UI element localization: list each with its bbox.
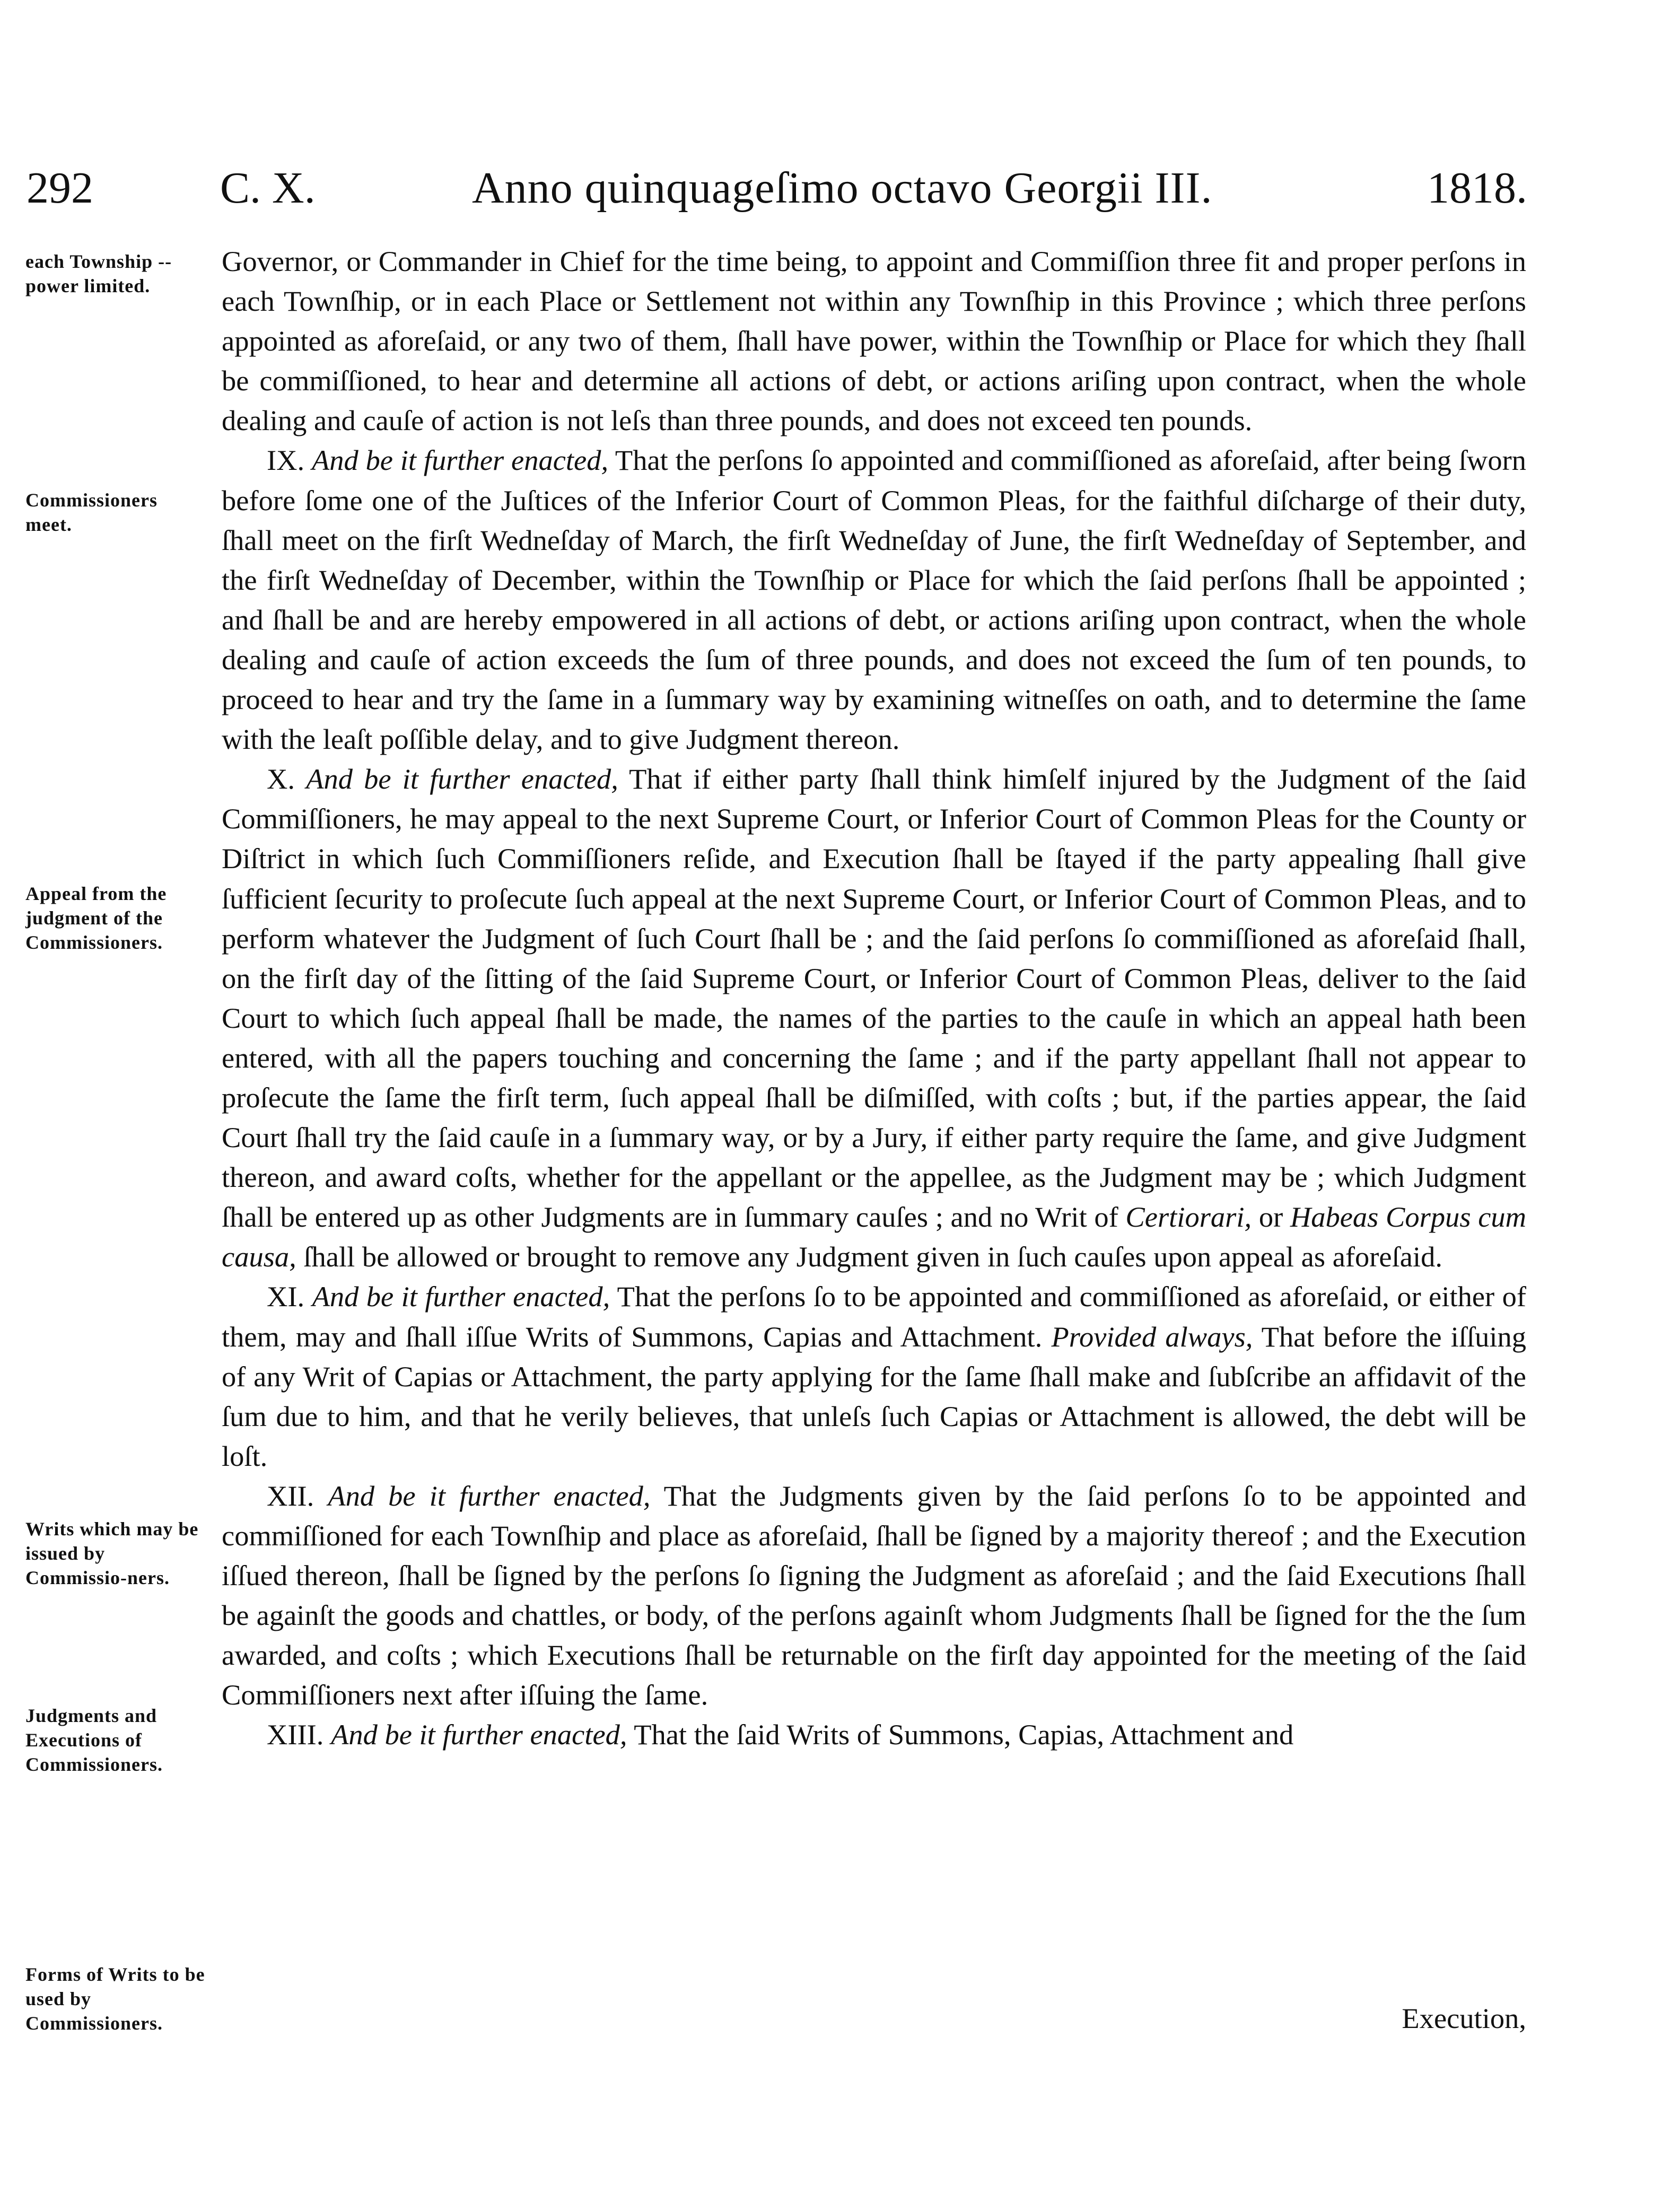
catchword: Execution,: [1402, 2002, 1526, 2034]
section-x: [222, 759, 1526, 1277]
section-ix: [222, 440, 1526, 759]
section-number: IX.: [267, 444, 305, 477]
italic-term-habeas-corpus: Habeas Corpus cum causa,: [222, 1201, 1527, 1273]
body-text: [222, 241, 1526, 1755]
page-number: 292: [27, 163, 93, 213]
paragraph-text: That the perſons ſo appointed and commiſſioned as aforeſaid, after being ſworn before ſome one of the Juſtices of the Inferior Court of Common Pleas, for the faithful diſcharge of their duty, ſhall meet on the firſt Wedneſday of March, the firſt Wedneſday of June, the firſt Wedneſday of September, and the firſt Wedneſday of December, within the Townſhip or Place for which the ſaid perſons ſhall be appointed ; and ſhall be and are hereby empowered in all actions of debt, or actions ariſing upon contract, when the whole dealing and cauſe of action exceeds the ſum of three pounds, and does not exceed the ſum of ten pounds, to proceed to hear and try the ſame in a ſummary way by examining witneſſes on oath, and to determine the ſame with the leaſt poſſible delay, and to give Judgment thereon.: [222, 444, 1526, 756]
paragraph-text: That the ſaid Writs of Summons, Capias, Attachment and: [634, 1718, 1294, 1751]
enacting-clause: And be it further enacted,: [311, 444, 609, 477]
paragraph-text: That before the iſſuing of any Writ of Capias or Attachment, the party applying for the ſame ſhall make and ſubſcribe an affidavit of the ſum due to him, and that he verily believes, that unleſs ſuch Capias or Attachment is allowed, the debt will be loſt.: [222, 1320, 1527, 1472]
enacting-clause: And be it further enacted,: [328, 1479, 651, 1512]
running-header: [27, 162, 1527, 220]
margin-note-writs: Writs which may be issued by Commissio-ners.: [25, 1518, 199, 1588]
margin-note-forms-of-writs: Forms of Writs to be used by Commissioners.: [25, 1964, 205, 2034]
margin-note-commissioners-meet: Commissioners meet.: [25, 489, 158, 535]
enacting-clause: And be it further enacted,: [331, 1718, 627, 1751]
paragraph-text: That the Judgments given by the ſaid perſons ſo to be appointed and commiſſioned for each Townſhip and place as aforeſaid, ſhall be ſigned by a majority thereof ; and the Execution iſſued thereon, ſhall be ſigned by the perſons ſo ſigning the Judgment as aforeſaid ; and the ſaid Executions ſhall be againſt the goods and chattles, or body, of the perſons againſt whom Judgments ſhall be ſigned for the the ſum awarded, and coſts ; which Executions ſhall be returnable on the firſt day appointed for the meeting of the ſaid Commiſſioners next after iſſuing the ſame.: [222, 1479, 1527, 1711]
header-year: 1818.: [1427, 163, 1527, 213]
enacting-clause: And be it further enacted,: [306, 763, 618, 795]
chapter-number: C. X.: [220, 163, 316, 213]
running-title: Anno quinquageſimo octavo Georgii III.: [472, 163, 1213, 213]
section-xii: [222, 1476, 1526, 1715]
margin-note-judgments: Judgments and Executions of Commissioners.: [25, 1705, 163, 1775]
section-number: XIII.: [267, 1718, 324, 1751]
paragraph-text: ſhall be allowed or brought to remove any Judgment given in ſuch cauſes upon appeal as aforeſaid.: [303, 1240, 1442, 1273]
section-number: XII.: [267, 1479, 314, 1512]
section-xi: [222, 1277, 1526, 1475]
paragraph-text: That the perſons ſo to be appointed and commiſſioned as aforeſaid, or either of them, may and ſhall iſſue Writs of Summons, Capias and Attachment.: [222, 1280, 1527, 1353]
paragraph-text: Governor, or Commander in Chief for the time being, to appoint and Commiſſion three fit and proper perſons in each Townſhip, or in each Place or Settlement not within any Townſhip in this Province ; which three perſons appointed as aforeſaid, or any two of them, ſhall have power, within the Townſhip or Place for which they ſhall be commiſſioned, to hear and determine all actions of debt, or actions ariſing upon contract, when the whole dealing and cauſe of action is not leſs than three pounds, and does not exceed ten pounds.: [222, 245, 1526, 437]
paragraph-continued: [222, 241, 1526, 440]
enacting-clause: And be it further enacted,: [312, 1280, 610, 1313]
proviso-clause: Provided always,: [1051, 1320, 1253, 1353]
paragraph-text: That if either party ſhall think himſelf injured by the Judgment of the ſaid Commiſſioners, he may appeal to the next Supreme Court, or Inferior Court of Common Pleas for the County or Diſtrict in which ſuch Commiſſioners reſide, and Execution ſhall be ſtayed if the party appealing ſhall give ſufficient ſecurity to proſecute ſuch appeal at the next Supreme Court, or Inferior Court of Common Pleas, and to perform whatever the Judgment of ſuch Court ſhall be ; and the ſaid perſons ſo commiſſioned as aforeſaid ſhall, on the firſt day of the ſitting of the ſaid Supreme Court, or Inferior Court of Common Pleas, deliver to the ſaid Court to which ſuch appeal ſhall be made, the names of the parties to the cauſe in which an appeal hath been entered, with all the papers touching and concerning the ſame ; and if the party appellant ſhall not appear to proſecute the ſame the firſt term, ſuch appeal ſhall be diſmiſſed, with coſts ; but, if the parties appear, the ſaid Court ſhall try the ſaid cauſe in a ſummary way, or by a Jury, if either party require the ſame, and give Judgment thereon, and award coſts, whether for the appellant or the appellee, as the Judgment may be ; which Judgment ſhall be entered up as other Judgments are in ſummary cauſes ; and no Writ of: [222, 763, 1527, 1234]
margin-note-appeal: Appeal from the judgment of the Commissioners.: [25, 883, 167, 953]
margin-note-township: each Township --power limited.: [25, 251, 172, 296]
section-number: XI.: [267, 1280, 305, 1313]
section-xiii: [222, 1715, 1526, 1754]
paragraph-text: or: [1258, 1201, 1283, 1234]
italic-term-certiorari: Certiorari,: [1125, 1201, 1252, 1234]
section-number: X.: [267, 763, 295, 795]
